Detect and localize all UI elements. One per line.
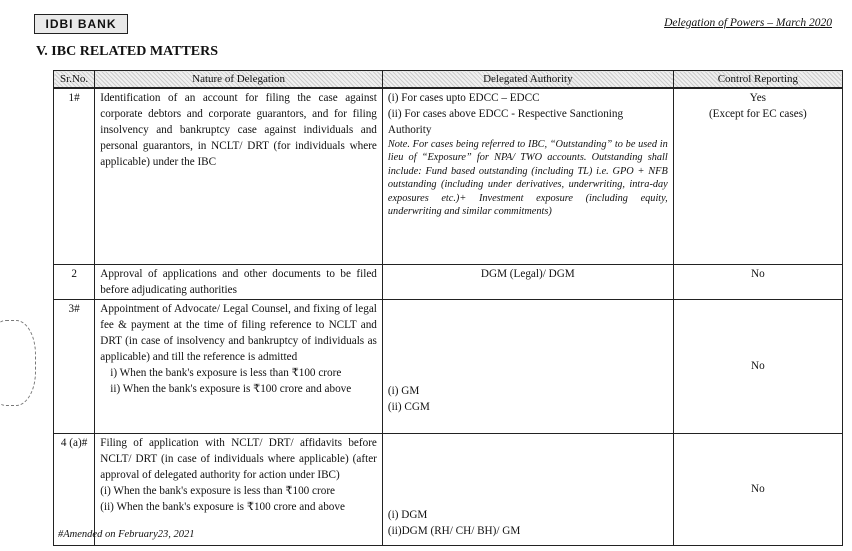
row-nature: Approval of applications and other documents to be filed before adjudicating authorities <box>95 264 383 299</box>
section-title: V. IBC RELATED MATTERS <box>36 44 219 59</box>
footnote: #Amended on February23, 2021 <box>58 529 195 540</box>
row-authority <box>382 433 673 545</box>
authority-line: (i) For cases upto EDCC – EDCC <box>387 92 540 104</box>
document-title: Delegation of Powers – March 2020 <box>664 17 832 29</box>
row-sr-no: 1# <box>54 88 95 264</box>
authority-line: (i) DGM <box>387 508 428 521</box>
authority-line: (i) GM <box>387 384 420 397</box>
table-header-row <box>54 71 843 89</box>
table-row <box>54 88 843 264</box>
control-sub: (Except for EC cases) <box>708 108 807 120</box>
header-authority: Delegated Authority <box>382 71 673 89</box>
row-control <box>673 88 842 264</box>
row-control: No <box>673 433 842 545</box>
header-control: Control Reporting <box>673 71 842 89</box>
nature-item: i) When the bank's exposure is less than ₹100 crore <box>110 366 342 379</box>
delegation-table <box>53 70 843 546</box>
nature-text: Filing of application with NCLT/ DRT/ affidavits before NCLT/ DRT (in case of individuals where applicable) (after approval of delegated authority for action under IBC) <box>100 436 377 481</box>
row-sr-no: 3# <box>54 299 95 433</box>
nature-item: (ii) When the bank's exposure is ₹100 crore and above <box>100 500 345 513</box>
table-row <box>54 264 843 299</box>
nature-item: ii) When the bank's exposure is ₹100 crore and above <box>110 382 352 395</box>
header-nature: Nature of Delegation <box>95 71 383 89</box>
row-authority <box>382 299 673 433</box>
bank-logo <box>34 14 128 34</box>
row-sr-no: 4 (a)# <box>54 433 95 545</box>
logo-text: IDBI BANK <box>45 17 117 31</box>
table-row <box>54 299 843 433</box>
row-authority: DGM (Legal)/ DGM <box>382 264 673 299</box>
seal-stamp <box>0 320 36 406</box>
authority-line: (ii) For cases above EDCC - Respective Sanctioning Authority <box>387 108 624 136</box>
authority-line: (ii)DGM (RH/ CH/ BH)/ GM <box>387 524 521 537</box>
header-sr-no: Sr.No. <box>54 71 95 89</box>
row-control: No <box>673 299 842 433</box>
row-sr-no: 2 <box>54 264 95 299</box>
row-authority <box>382 88 673 264</box>
authority-note: Note. For cases being referred to IBC, “Outstanding” to be used in lieu of “Exposure” for NPA/ TWO accounts. Outstanding shall include: Fund based outstanding (including TL) i.e. GPO + NFB outstanding (including under derivatives, underwriting, intra-day exposures etc.)+ Investment exposure (including equity, underwriting and similar commitments) <box>387 139 668 218</box>
control-value: Yes <box>749 92 767 104</box>
row-nature: Identification of an account for filing the case against corporate debtors and corporate guarantors, and for filing insolvency and bankruptcy case against individuals and personal guarantors, in NCLT/ DRT (for individuals where applicable) under the IBC <box>95 88 383 264</box>
nature-item: (i) When the bank's exposure is less than ₹100 crore <box>100 484 336 497</box>
row-control: No <box>673 264 842 299</box>
nature-text: Appointment of Advocate/ Legal Counsel, and fixing of legal fee & payment at the time of filing reference to NCLT and DRT (in case of insolvency and bankruptcy of individuals as applicable) and till the reference is admitted <box>100 302 377 363</box>
row-nature <box>95 299 383 433</box>
authority-line: (ii) CGM <box>387 400 430 413</box>
